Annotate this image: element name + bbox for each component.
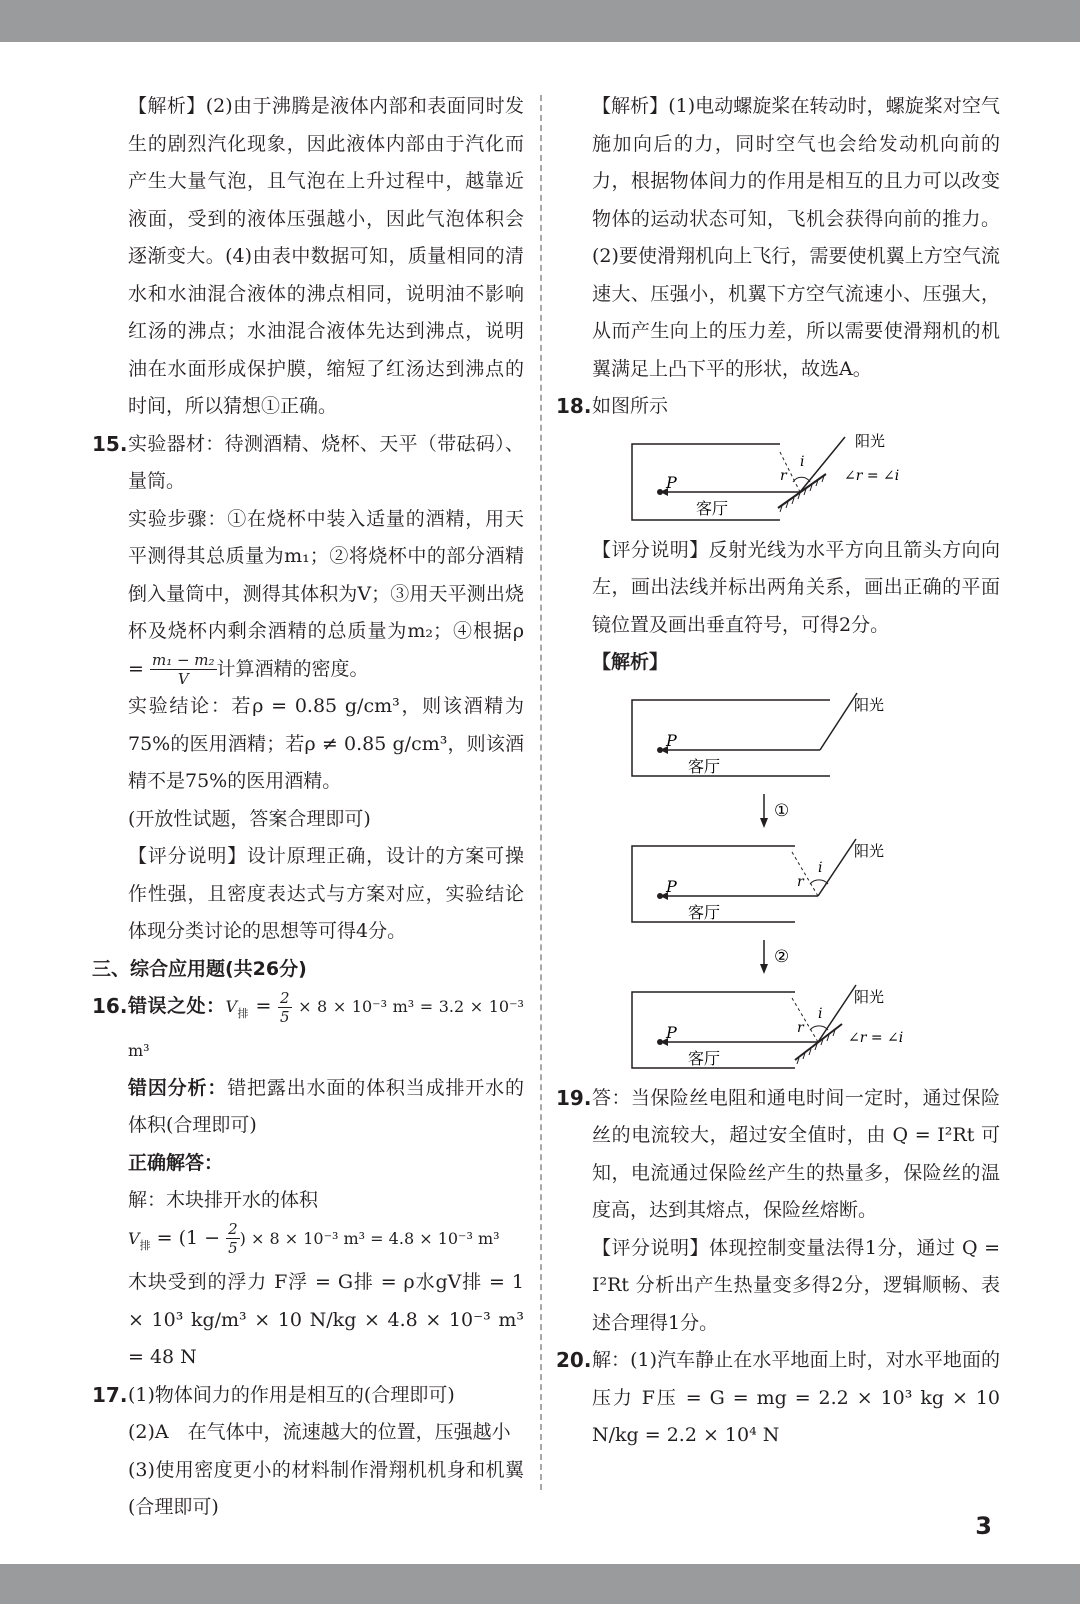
down-arrow-icon	[630, 934, 930, 980]
question-number: 16.	[92, 994, 128, 1018]
q15-conclusion: 实验结论：若ρ = 0.85 g/cm³，则该酒精为75%的医用酒精；若ρ ≠ 0.85 g/cm³，则该酒精不是75%的医用酒精。	[128, 695, 524, 792]
room-label: 客厅	[688, 902, 721, 922]
diagram-step-1	[630, 834, 1000, 930]
diagram-step-2	[630, 980, 1000, 1076]
question-number: 19.	[556, 1085, 592, 1110]
step-2-label: ②	[774, 946, 790, 967]
question-number: 17.	[92, 1382, 128, 1407]
sunlight-label: 阳光	[854, 695, 885, 714]
sunlight-label: 阳光	[854, 841, 885, 860]
angle-equal-label: ∠r = ∠i	[848, 1029, 904, 1046]
q17-answer-3: (3)使用密度更小的材料制作滑翔机机身和机翼(合理即可)	[128, 1458, 524, 1519]
step-1-label: ①	[774, 800, 790, 821]
room-label: 客厅	[696, 498, 729, 518]
q15-equipment: 实验器材：待测酒精、烧杯、天平（带砝码）、量筒。	[128, 432, 524, 492]
normal-line-diagram	[630, 834, 930, 930]
q18-intro: 如图所示	[592, 395, 669, 417]
q15-scoring: 【评分说明】设计原理正确，设计的方案可操作性强，且密度表达式与方案对应，实验结论体现分类讨论的思想等可得4分。	[128, 845, 524, 942]
angle-r-label: r	[780, 467, 787, 484]
q19-answer: 答：当保险丝电阻和通电时间一定时，通过保险丝的电流较大，超过安全值时，由 Q = I²Rt 可知，电流通过保险丝产生的热量多，保险丝的温度高，达到其熔点，保险丝熔断。	[592, 1086, 1000, 1221]
question-20	[556, 1342, 1000, 1455]
q16-solution-3: 木块受到的浮力 F浮 = G排 = ρ水gV排 = 1 × 10³ kg/m³ × 10 N/kg × 4.8 × 10⁻³ m³ = 48 N	[128, 1271, 524, 1369]
mirror-diagram	[630, 980, 930, 1076]
q15-steps: 实验步骤：①在烧杯中装入适量的酒精，用天平测得其总质量为m₁；②将烧杯中的部分酒精倒入量筒中，测得其体积为V；③用天平测出烧杯及烧杯内剩余酒精的总质量为m₂；④根据ρ = $\frac{\text{m₁ − m₂}}{V}$ 计算酒精的密度。	[128, 507, 524, 688]
fraction: $\frac{2}{5}$	[228, 1220, 238, 1258]
q14-analysis: 【解析】(2)由于沸腾是液体内部和表面同时发生的剧烈汽化现象，因此液体内部由于汽化而产生大量气泡，且气泡在上升过程中，越靠近液面，受到的液体压强越小，因此气泡体积会逐渐变大。(4)由表中数据可知，质量相同的清水和水油混合液体的沸点相同，说明油不影响红汤的沸点；水油混合液体先达到沸点，说明油在水面形成保护膜，缩短了红汤达到沸点的时间，所以猜想①正确。	[128, 95, 524, 417]
q20-answer: 解：(1)汽车静止在水平地面上时，对水平地面的压力 F压 = G = mg = 2.2 × 10³ kg × 10 N/kg = 2.2 × 10⁴ N	[592, 1349, 1000, 1446]
sunlight-label: 阳光	[855, 431, 886, 450]
section-heading: 三、综合应用题(共26分)	[92, 957, 307, 980]
room-label: 客厅	[688, 1048, 721, 1068]
q15-note: (开放性试题，答案合理即可)	[128, 807, 371, 830]
right-column	[556, 88, 1000, 1455]
fraction: $\frac{2}{5}$	[280, 988, 290, 1026]
question-number: 20.	[556, 1348, 592, 1372]
angle-i-label: i	[818, 1005, 823, 1022]
angle-i-label: i	[800, 453, 805, 470]
q16-error: 错误之处：$V_排$ = $\frac{2}{5}$ × 8 × 10⁻³ m³ = 3.2 × 10⁻³ m³	[128, 988, 524, 1061]
diagram-step-0	[630, 688, 1000, 784]
question-19	[556, 1080, 1000, 1343]
q17-answer-2: (2)A 在气体中，流速越大的位置，压强越小	[128, 1421, 511, 1444]
q16-cause: 错因分析：错把露出水面的体积当成排开水的体积(合理即可)	[128, 1076, 524, 1137]
q16-solution-1: 解：木块排开水的体积	[128, 1189, 319, 1212]
bottom-footer-bar	[0, 1564, 1080, 1604]
down-arrow-icon	[630, 788, 930, 834]
angle-i-label: i	[818, 859, 823, 876]
q19-scoring: 【评分说明】体现控制变量法得1分，通过 Q = I²Rt 分析出产生热量变多得2分，逻辑顺畅、表述合理得1分。	[592, 1236, 1000, 1334]
q17-analysis: 【解析】(1)电动螺旋桨在转动时，螺旋桨对空气施加向后的力，同时空气也会给发动机向前的力，根据物体间力的作用是相互的且力可以改变物体的运动状态可知，飞机会获得向前的推力。(2)要使滑翔机向上飞行，需要使机翼上方空气流速大、压强小，机翼下方空气流速小、压强大，从而产生向上的压力差，所以需要使滑翔机的机翼满足上凸下平的形状，故选A。	[592, 95, 1000, 380]
q16-solution-2: $V_排 = (1$ − $\frac{2}{5}$ ) × 8 × 10⁻³ m³ = 4.8 × 10⁻³ m³	[128, 1220, 500, 1258]
point-p-label: P	[666, 1022, 677, 1042]
incident-light-diagram	[630, 688, 930, 784]
point-p-label: P	[666, 730, 677, 750]
question-number: 18.	[556, 394, 592, 418]
point-p-label: P	[666, 876, 677, 896]
top-header-bar	[0, 0, 1080, 42]
angle-r-label: r	[797, 873, 804, 890]
step-arrow-2	[556, 934, 1000, 980]
density-fraction: $\frac{\text{m₁ − m₂}}{V}$	[151, 651, 215, 688]
column-divider	[540, 95, 542, 1490]
sunlight-label: 阳光	[854, 987, 885, 1006]
angle-equal-label: ∠r = ∠i	[844, 467, 900, 484]
question-number: 15.	[92, 431, 128, 456]
question-16	[92, 988, 524, 1377]
page-number: 3	[975, 1512, 992, 1540]
question-15	[92, 426, 524, 951]
angle-r-label: r	[797, 1019, 804, 1036]
left-column	[92, 88, 524, 1527]
q16-correct-label: 正确解答：	[128, 1151, 224, 1174]
room-label: 客厅	[688, 756, 721, 776]
question-17	[92, 1377, 524, 1527]
question-18	[556, 388, 1000, 426]
point-p-label: P	[666, 472, 677, 492]
reflection-diagram	[630, 432, 930, 528]
q17-answer-1: (1)物体间力的作用是相互的(合理即可)	[128, 1383, 455, 1406]
step-arrow-1	[556, 788, 1000, 834]
diagram-answer	[630, 432, 1000, 528]
q18-scoring: 【评分说明】反射光线为水平方向且箭头方向向左，画出法线并标出两角关系，画出正确的平面镜位置及画出垂直符号，可得2分。	[592, 538, 1000, 636]
q18-analysis-label: 【解析】	[592, 651, 669, 673]
